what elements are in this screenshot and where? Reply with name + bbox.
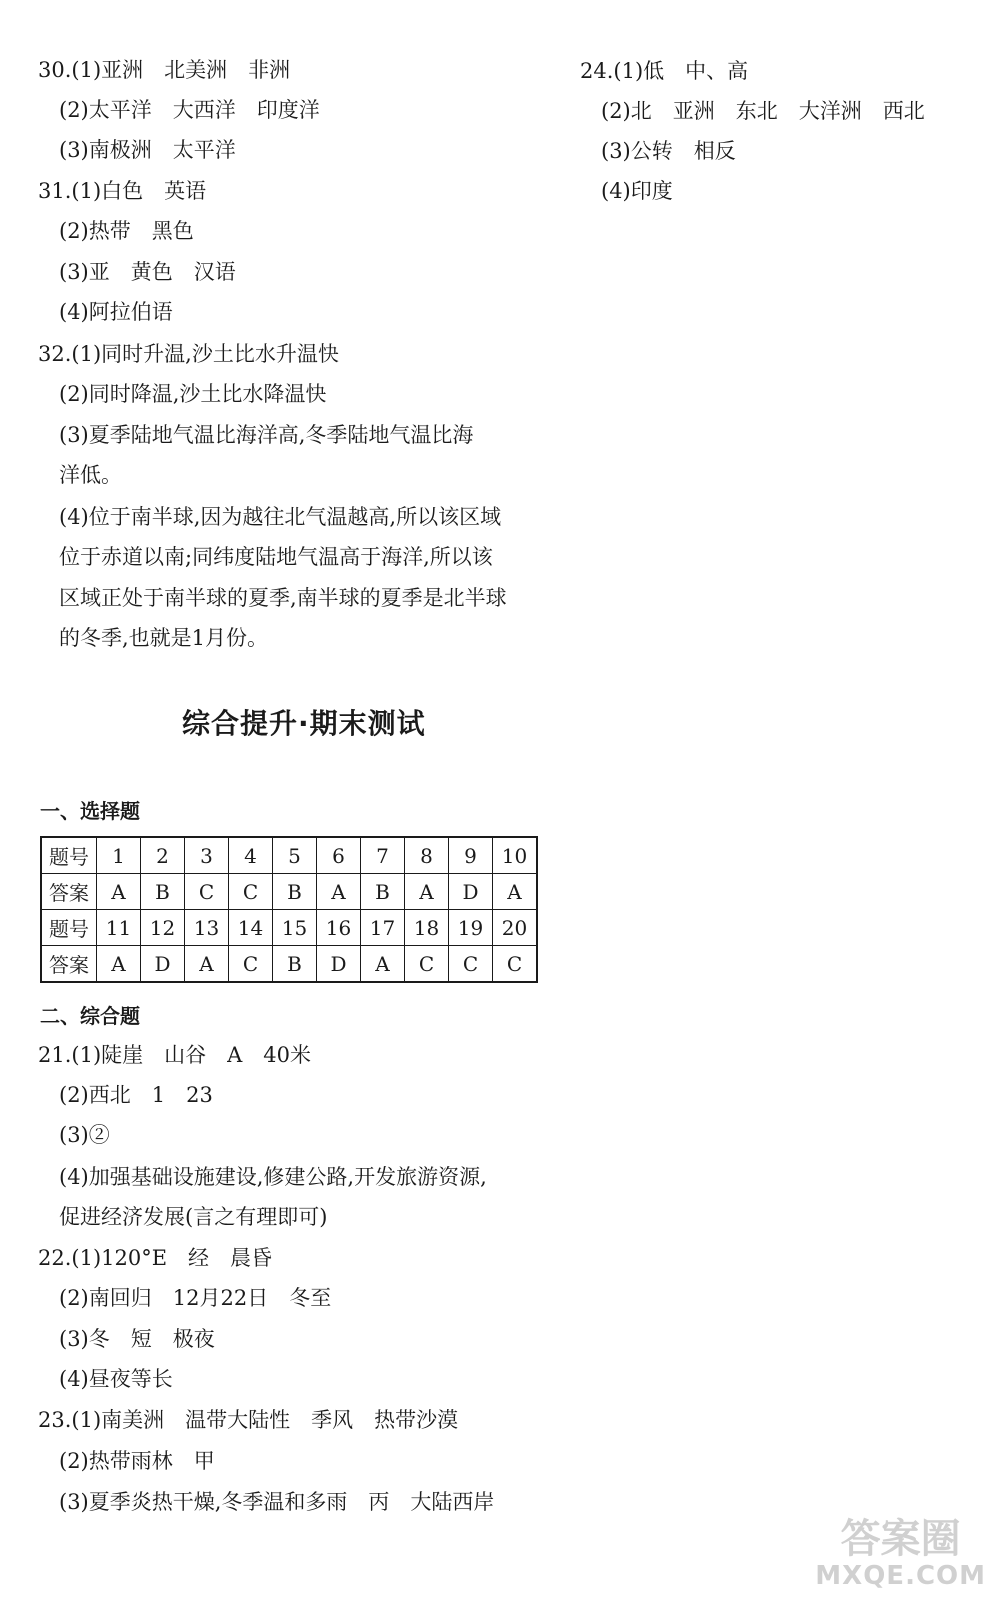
table-cell: 10 bbox=[493, 837, 538, 874]
answer-line: (4)印度 bbox=[580, 179, 673, 203]
answer-line: (4)加强基础设施建设,修建公路,开发旅游资源, bbox=[38, 1165, 487, 1189]
table-cell: 19 bbox=[449, 910, 493, 946]
table-cell: 12 bbox=[141, 910, 185, 946]
answer-line: (3)冬 短 极夜 bbox=[38, 1327, 215, 1351]
table-cell: 15 bbox=[273, 910, 317, 946]
table-cell: 1 bbox=[97, 837, 141, 874]
table-cell: 13 bbox=[185, 910, 229, 946]
table-row bbox=[41, 910, 537, 946]
table-cell: A bbox=[361, 946, 405, 983]
table-cell: C bbox=[185, 874, 229, 910]
table-cell: 6 bbox=[317, 837, 361, 874]
table-cell: A bbox=[493, 874, 538, 910]
answer-line: 洋低。 bbox=[38, 463, 122, 487]
answer-line: 31.(1)白色 英语 bbox=[38, 179, 207, 203]
watermark-top: 答案圈 bbox=[840, 1516, 961, 1562]
answer-line: 23.(1)南美洲 温带大陆性 季风 热带沙漠 bbox=[38, 1408, 459, 1432]
answer-line: 的冬季,也就是1月份。 bbox=[38, 626, 269, 650]
answer-line: (2)热带 黑色 bbox=[38, 219, 194, 243]
table-cell: A bbox=[185, 946, 229, 983]
table-cell: 8 bbox=[405, 837, 449, 874]
table-cell: 14 bbox=[229, 910, 273, 946]
answer-line: (3)② bbox=[38, 1123, 110, 1147]
table-row bbox=[41, 837, 537, 874]
table-row bbox=[41, 946, 537, 983]
answer-line: (2)热带雨林 甲 bbox=[38, 1449, 215, 1473]
table-cell: A bbox=[405, 874, 449, 910]
table-cell: 5 bbox=[273, 837, 317, 874]
watermark-bottom: MXQE.COM bbox=[815, 1561, 986, 1591]
watermark-logo bbox=[815, 1516, 986, 1590]
table-cell: 3 bbox=[185, 837, 229, 874]
table-cell: B bbox=[361, 874, 405, 910]
table-cell: D bbox=[449, 874, 493, 910]
answer-line: 22.(1)120°E 经 晨昏 bbox=[38, 1246, 273, 1270]
table-cell: 11 bbox=[97, 910, 141, 946]
answer-line: (2)北 亚洲 东北 大洋洲 西北 bbox=[580, 99, 925, 123]
section-title: 综合提升·期末测试 bbox=[182, 707, 426, 740]
table-header-cell: 答案 bbox=[41, 946, 97, 983]
table-header-cell: 题号 bbox=[41, 837, 97, 874]
section-heading-choice: 一、选择题 bbox=[40, 799, 140, 823]
answer-line: (4)昼夜等长 bbox=[38, 1367, 173, 1391]
answer-line: (3)夏季炎热干燥,冬季温和多雨 丙 大陆西岸 bbox=[38, 1490, 495, 1514]
answer-table bbox=[40, 836, 538, 983]
section-heading-comprehensive: 二、综合题 bbox=[40, 1004, 140, 1028]
table-cell: A bbox=[317, 874, 361, 910]
answer-line: (2)南回归 12月22日 冬至 bbox=[38, 1286, 332, 1310]
table-cell: A bbox=[97, 946, 141, 983]
table-cell: A bbox=[97, 874, 141, 910]
table-cell: B bbox=[141, 874, 185, 910]
table-cell: D bbox=[141, 946, 185, 983]
table-cell: 7 bbox=[361, 837, 405, 874]
answer-line: 30.(1)亚洲 北美洲 非洲 bbox=[38, 58, 291, 82]
table-row bbox=[41, 874, 537, 910]
table-cell: B bbox=[273, 874, 317, 910]
answer-line: 促进经济发展(言之有理即可) bbox=[38, 1205, 328, 1229]
answer-line: (2)同时降温,沙土比水降温快 bbox=[38, 382, 327, 406]
answer-line: (3)公转 相反 bbox=[580, 139, 736, 163]
answer-line: 32.(1)同时升温,沙土比水升温快 bbox=[38, 342, 339, 366]
table-cell: 9 bbox=[449, 837, 493, 874]
answer-line: (4)阿拉伯语 bbox=[38, 300, 173, 324]
table-header-cell: 答案 bbox=[41, 874, 97, 910]
table-cell: D bbox=[317, 946, 361, 983]
table-cell: 17 bbox=[361, 910, 405, 946]
answer-line: 24.(1)低 中、高 bbox=[580, 59, 749, 83]
table-cell: C bbox=[449, 946, 493, 983]
answer-line: (2)太平洋 大西洋 印度洋 bbox=[38, 98, 320, 122]
answer-line: 位于赤道以南;同纬度陆地气温高于海洋,所以该 bbox=[38, 545, 493, 569]
answer-line: (3)亚 黄色 汉语 bbox=[38, 260, 236, 284]
table-cell: 18 bbox=[405, 910, 449, 946]
table-cell: C bbox=[405, 946, 449, 983]
answer-line: (3)南极洲 太平洋 bbox=[38, 138, 236, 162]
table-cell: C bbox=[493, 946, 538, 983]
answer-line: (2)西北 1 23 bbox=[38, 1083, 213, 1107]
answer-line: 21.(1)陡崖 山谷 A 40米 bbox=[38, 1043, 312, 1067]
table-cell: 2 bbox=[141, 837, 185, 874]
table-cell: 16 bbox=[317, 910, 361, 946]
table-cell: C bbox=[229, 946, 273, 983]
answer-line: (3)夏季陆地气温比海洋高,冬季陆地气温比海 bbox=[38, 423, 474, 447]
table-header-cell: 题号 bbox=[41, 910, 97, 946]
table-cell: B bbox=[273, 946, 317, 983]
answer-line: (4)位于南半球,因为越往北气温越高,所以该区域 bbox=[38, 505, 502, 529]
table-cell: 4 bbox=[229, 837, 273, 874]
answer-line: 区域正处于南半球的夏季,南半球的夏季是北半球 bbox=[38, 586, 507, 610]
table-cell: C bbox=[229, 874, 273, 910]
table-cell: 20 bbox=[493, 910, 538, 946]
